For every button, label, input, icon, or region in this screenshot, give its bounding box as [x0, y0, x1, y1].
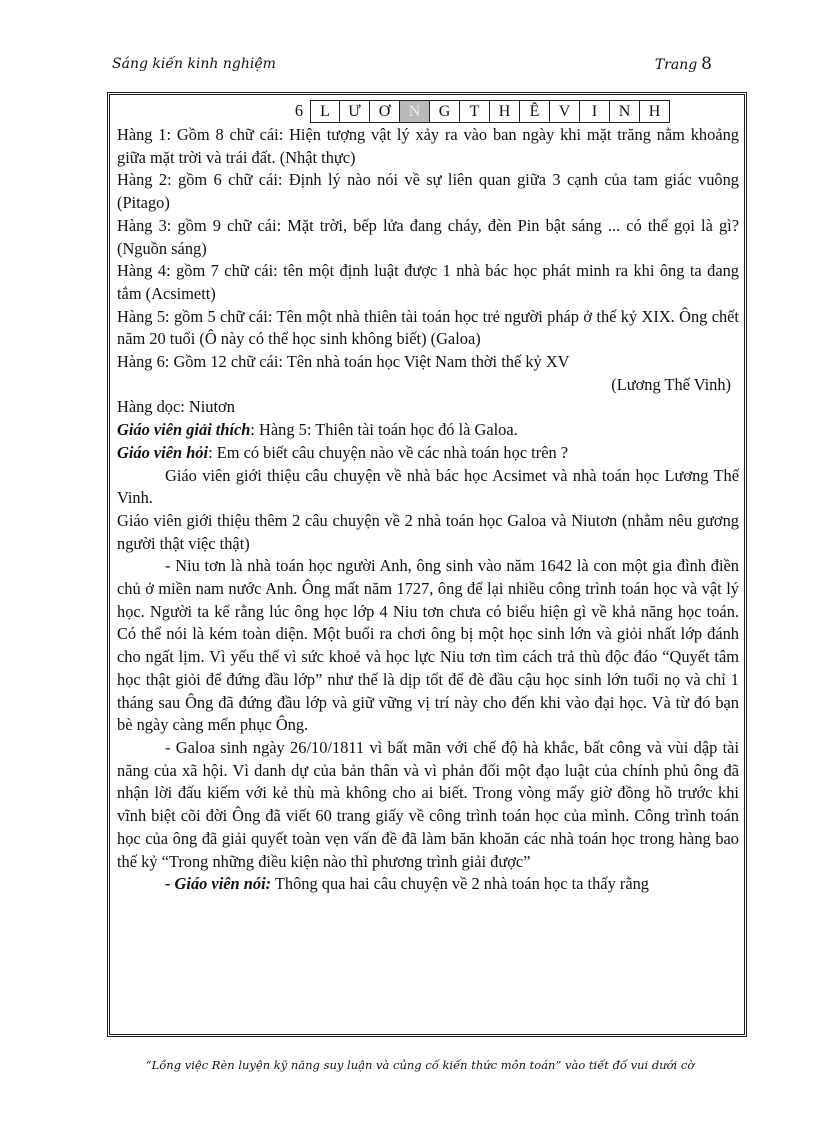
crossword-cell: Ê — [520, 100, 550, 123]
page-footer: “Lồng việc Rèn luyện kỹ năng suy luận và củng cố kiến thức môn toán” vào tiết đố vui dưới cờ — [145, 1058, 695, 1072]
teacher-ask-label: Giáo viên hỏi — [117, 442, 209, 462]
clue-row-3: Hàng 3: gồm 9 chữ cái: Mặt trời, bếp lửa đang cháy, đèn Pin bật sáng ... có thể gọi là gì? (Nguồn sáng) — [117, 215, 739, 258]
crossword-cell: V — [550, 100, 580, 123]
teacher-say-text: Thông qua hai câu chuyện về 2 nhà toán học ta thấy rằng — [271, 874, 649, 894]
clue-row-2: Hàng 2: gồm 6 chữ cái: Định lý nào nói về sự liên quan giữa 3 cạnh của tam giác vuông (Pitago) — [117, 170, 739, 213]
teacher-intro-1: Giáo viên giới thiệu câu chuyện về nhà bác học Acsimet và nhà toán học Lương Thế Vinh. — [117, 465, 739, 508]
page-header — [112, 54, 712, 78]
crossword-cell-highlighted: N — [400, 100, 430, 123]
crossword-cell: I — [580, 100, 610, 123]
crossword-cell: G — [430, 100, 460, 123]
crossword-cell: L — [310, 100, 340, 123]
page-number: 8 — [701, 54, 712, 74]
crossword-row-6 — [288, 100, 739, 123]
crossword-cell: Ư — [340, 100, 370, 123]
content-frame — [107, 92, 747, 1037]
crossword-row-index: 6 — [294, 101, 304, 120]
teacher-ask-text: : Em có biết câu chuyện nào về các nhà toán học trên ? — [208, 442, 569, 462]
clue-row-4: Hàng 4: gồm 7 chữ cái: tên một định luật được 1 nhà bác học phát minh ra khi ông ta đang tắm (Acsimett) — [117, 261, 739, 303]
clue-row-5: Hàng 5: gồm 5 chữ cái: Tên một nhà thiên tài toán học trẻ người pháp ở thế kỷ XIX. Ông chết năm 20 tuổi (Ô này có thể học sinh không biết) (Galoa) — [117, 306, 739, 349]
crossword-cell: T — [460, 100, 490, 123]
teacher-explain-label: Giáo viên giải thích — [117, 420, 251, 440]
page-label: Trang — [654, 57, 698, 73]
crossword-cell: H — [490, 100, 520, 123]
clue-row-6: Hàng 6: Gồm 12 chữ cái: Tên nhà toán học Việt Nam thời thế kỷ XV — [117, 352, 570, 372]
crossword-cell: N — [610, 100, 640, 123]
content-body — [117, 100, 739, 896]
vertical-answer: Hàng dọc: Niutơn — [117, 397, 235, 417]
teacher-say-label: - Giáo viên nói: — [165, 874, 272, 894]
teacher-explain — [117, 419, 739, 442]
clue-row-6-answer: (Lương Thế Vinh) — [611, 374, 731, 394]
crossword-cell: Ơ — [370, 100, 400, 123]
teacher-say — [117, 873, 739, 896]
clue-row-1: Hàng 1: Gồm 8 chữ cái: Hiện tượng vật lý xảy ra vào ban ngày khi mặt trăng nằm khoảng giữa mặt trời và trái đất. (Nhật thực) — [117, 125, 739, 167]
galois-story: - Galoa sinh ngày 26/10/1811 vì bất mãn với chế độ hà khắc, bất công và vùi dập tài năng của xã hội. Vì danh dự của bản thân và vì phản đối một đạo luật của chính phủ ông đã nhận lời đấu kiếm với kẻ thù mà không cho ai biết. Trong vòng mấy giờ đồng hồ trước khi vĩnh biệt cõi đời Ông đã viết 60 trang giấy về công trình toán học của mình. Công trình toán học của ông đã giải quyết toàn vẹn vấn đề đã làm băn khoăn các nhà toán học trong hàng bao thế kỷ “Trong những điều kiện nào thì phương trình giải được” — [117, 737, 739, 871]
teacher-ask — [117, 442, 739, 465]
teacher-explain-text: : Hàng 5: Thiên tài toán học đó là Galoa. — [250, 420, 518, 440]
page-number-label — [655, 54, 712, 74]
header-title: Sáng kiến kinh nghiệm — [112, 56, 276, 72]
newton-story: - Niu tơn là nhà toán học người Anh, ông sinh vào năm 1642 là con một gia đình điền chủ ở miền nam nước Anh. Ông mất năm 1727, ông để lại nhiều công trình toán học và vật lý học. Người ta kể rằng lúc ông học lớp 4 Niu tơn chưa có biểu hiện gì về khả năng học toán. Có thể nói là kém toàn diện. Một buổi ra chơi ông bị một học sinh lớn và giỏi nhất lớp đánh cho ngất lịm. Vì yếu thế vì sức khoẻ và học lực Niu tơn tìm cách trả thù độc đáo “Quyết tâm học thật giỏi để đứng đầu lớp” như thế là dịp tốt để đè đầu cậu học sinh lớn tuổi nọ và chỉ 1 tháng sau Ông đã đứng đầu lớp và giữ vững vị trí này cho đến khi vào đại học. Và từ đó bạn bè ngày càng mến phục Ông. — [117, 556, 739, 735]
crossword-cell: H — [640, 100, 670, 123]
teacher-intro-2: Giáo viên giới thiệu thêm 2 câu chuyện về 2 nhà toán học Galoa và Niutơn (nhằm nêu gương người thật việc thật) — [117, 510, 739, 553]
